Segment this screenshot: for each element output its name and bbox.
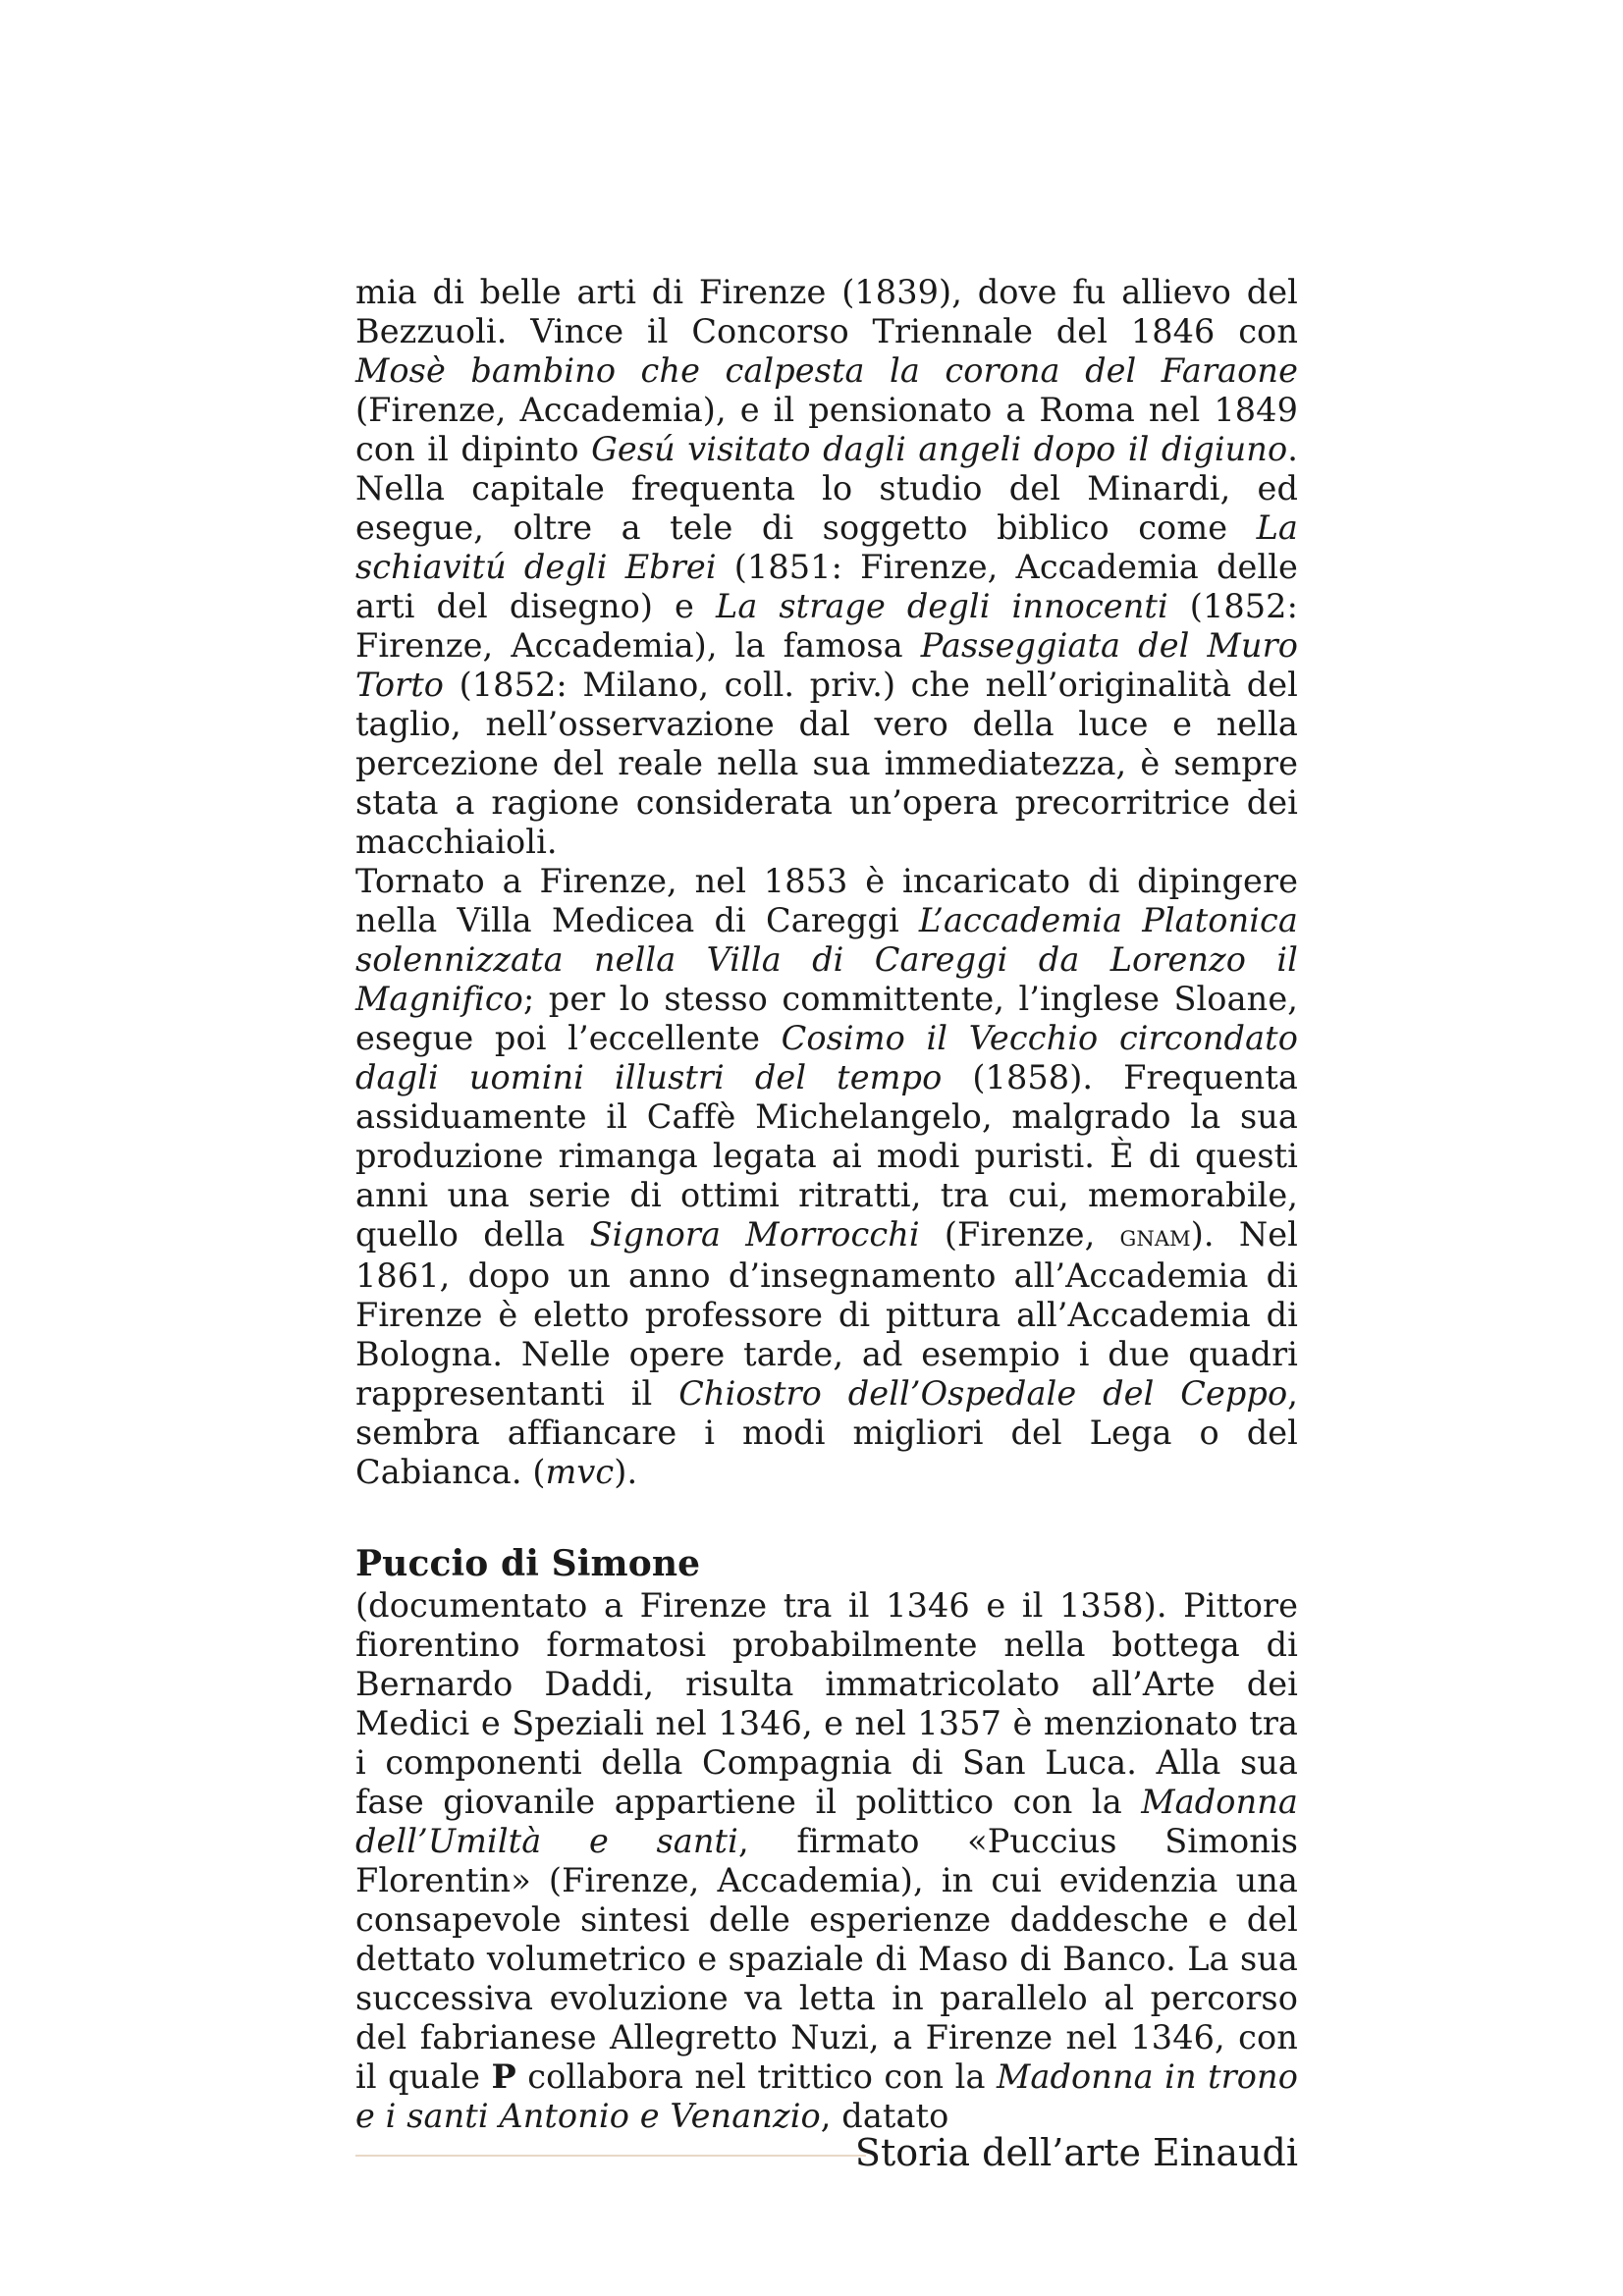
text-run: (1858). Frequenta assiduamente il Caffè Michelangelo, malgrado la sua produzione rimanga legata ai modi puristi. È di questi anni una serie di ottimi ritratti, tra cui, memorabile, quello della bbox=[355, 1058, 1298, 1254]
text-run: (Firenze, bbox=[919, 1215, 1120, 1254]
footer-rule bbox=[355, 2155, 866, 2157]
text-column bbox=[355, 273, 1298, 2136]
text-run: ; per lo stesso committente, l’inglese Sloane, esegue poi l’eccellente bbox=[355, 980, 1298, 1057]
text-run: (Firenze, Accademia), e il pensionato a Roma nel 1849 con il dipinto bbox=[355, 391, 1298, 468]
entry-paragraph bbox=[355, 1586, 1298, 2136]
artwork-title: Mosè bambino che calpesta la corona del Faraone bbox=[355, 351, 1298, 390]
text-run: ). Nel 1861, dopo un anno d’insegnamento all’Accademia di Firenze è eletto professore di pittura all’Accademia di Bologna. Nelle opere tarde, ad esempio i due quadri rappresentanti il bbox=[355, 1215, 1298, 1413]
artwork-title: Signora Morrocchi bbox=[589, 1215, 920, 1254]
text-run: (documentato a Firenze tra il 1346 e il 1358). Pittore fiorentino formatosi probabilmente nella bottega di Bernardo Daddi, risulta immatricolato all’Arte dei Medici e Speziali nel 1346, e nel 1357 è menzionato tra i componenti della Compagnia di San Luca. Alla sua fase giovanile appartiene il polittico con la bbox=[355, 1586, 1298, 1821]
artwork-title: L’accademia Platonica solennizzata nella Villa di Careggi da Lorenzo il Magnifico bbox=[355, 901, 1298, 1018]
artwork-title: Gesú visitato dagli angeli dopo il digiuno bbox=[591, 430, 1288, 468]
museum-abbreviation: gnam bbox=[1119, 1219, 1191, 1254]
text-run: , firmato «Puccius Simonis Florentin» (Firenze, Accademia), in cui evidenzia una consapevole sintesi delle esperienze daddesche e del dettato volumetrico e spaziale di Maso di Banco. La sua successiva evoluzione va letta in parallelo al percorso del fabrianese Allegretto Nuzi, a Firenze nel 1346, con il quale bbox=[355, 1822, 1298, 2096]
entry-abbreviation: P bbox=[491, 2057, 516, 2096]
artwork-title: La strage degli innocenti bbox=[715, 587, 1168, 625]
text-run: (1851: Firenze, Accademia delle arti del disegno) e bbox=[355, 548, 1298, 625]
entry-heading: Puccio di Simone bbox=[355, 1543, 701, 1584]
artwork-title: Chiostro dell’Ospedale del Ceppo bbox=[678, 1374, 1288, 1413]
text-run: . Nella capitale frequenta lo studio del Minardi, ed esegue, oltre a tele di soggetto biblico come bbox=[355, 430, 1298, 547]
text-run: , sembra affiancare i modi migliori del Lega o del Cabianca. ( bbox=[355, 1374, 1298, 1491]
text-run: Tornato a Firenze, nel 1853 è incaricato di dipingere nella Villa Medicea di Careggi bbox=[355, 862, 1298, 939]
text-run: collabora nel trittico con la bbox=[515, 2057, 997, 2096]
text-run: ). bbox=[614, 1453, 638, 1491]
artwork-title: Madonna dell’Umiltà e santi bbox=[355, 1783, 1298, 1860]
artwork-title: Madonna in trono e i santi Antonio e Venanzio bbox=[355, 2057, 1298, 2135]
paragraph-2 bbox=[355, 862, 1298, 1492]
artwork-title: Cosimo il Vecchio circondato dagli uomini illustri del tempo bbox=[355, 1019, 1298, 1096]
text-run: (1852: Milano, coll. priv.) che nell’originalità del taglio, nell’osservazione dal vero della luce e nella percezione del reale nella sua immediatezza, è sempre stata a ragione considerata un’opera precorritrice dei macchiaioli. bbox=[355, 666, 1298, 861]
artwork-title: Passeggiata del Muro Torto bbox=[355, 626, 1298, 704]
text-run: , datato bbox=[820, 2097, 949, 2135]
text-run: mia di belle arti di Firenze (1839), dove fu allievo del Bezzuoli. Vince il Concorso Triennale del 1846 con bbox=[355, 273, 1298, 350]
text-run: (1852: Firenze, Accademia), la famosa bbox=[355, 587, 1298, 665]
artwork-title: La schiavitú degli Ebrei bbox=[355, 508, 1298, 586]
author-initials: mvc bbox=[545, 1453, 615, 1491]
paragraph-1 bbox=[355, 273, 1298, 862]
footer-label: Storia dell’arte Einaudi bbox=[854, 2131, 1298, 2174]
